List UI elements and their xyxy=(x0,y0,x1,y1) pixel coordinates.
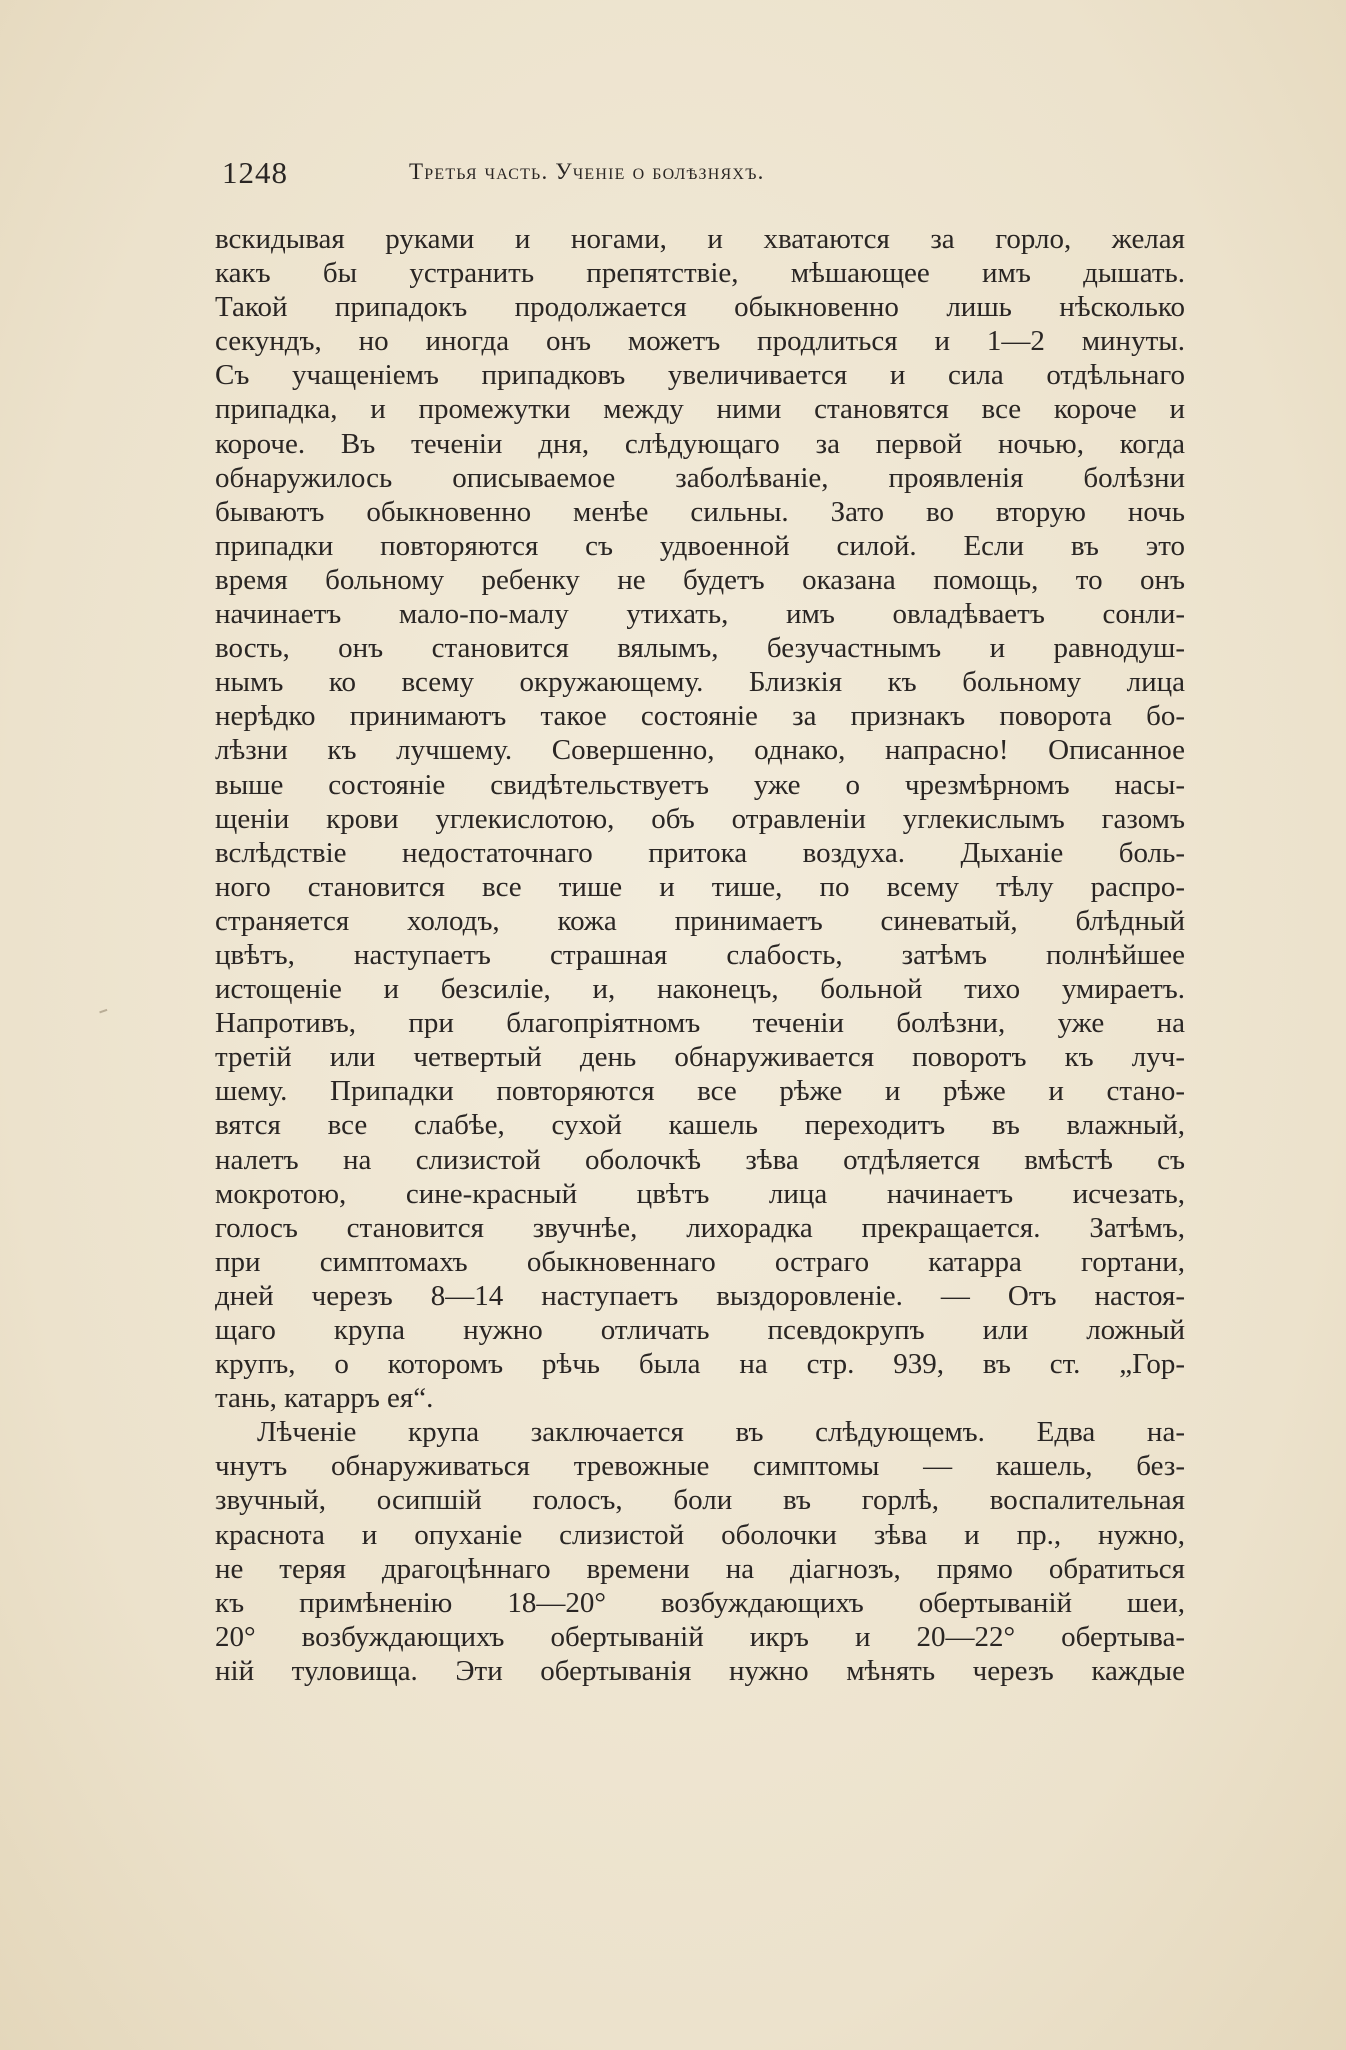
body-text xyxy=(215,222,1185,1688)
text-line: нерѣдко принимаютъ такое состояніе за признакъ поворота бо- xyxy=(215,700,1185,733)
text-line: ній туловища. Эти обертыванія нужно мѣнять черезъ каждые xyxy=(215,1654,1185,1687)
text-line: вскидывая руками и ногами, и хватаются за горло, желая xyxy=(215,223,1185,255)
text-line: дней черезъ 8—14 наступаетъ выздоровленіе. — Отъ настоя- xyxy=(215,1279,1185,1312)
text-line: выше состояніе свидѣтельствуетъ уже о чрезмѣрномъ насы- xyxy=(215,768,1185,801)
paper-blemish xyxy=(99,1009,109,1017)
text-line: щаго крупа нужно отличать псевдокрупъ или ложный xyxy=(215,1314,1185,1346)
text-line: Лѣченіе крупа заключается въ слѣдующемъ. Едва на- xyxy=(257,1416,1185,1449)
text-line: цвѣтъ, наступаетъ страшная слабость, затѣмъ полнѣйшее xyxy=(215,938,1185,971)
text-line: начинаетъ мало-по-малу утихать, имъ овладѣваетъ сонли- xyxy=(215,598,1185,631)
text-line: налетъ на слизистой оболочкѣ зѣва отдѣляется вмѣстѣ съ xyxy=(215,1143,1185,1176)
text-line: вость, онъ становится вялымъ, безучастнымъ и равнодуш- xyxy=(215,632,1185,665)
text-line: припадки повторяются съ удвоенной силой. Если въ это xyxy=(215,529,1185,562)
text-line: обнаружилось описываемое заболѣваніе, проявленія болѣзни xyxy=(215,461,1185,494)
text-line: не теряя драгоцѣннаго времени на діагнозъ, прямо обратиться xyxy=(215,1552,1185,1585)
text-line: страняется холодъ, кожа принимаетъ синеватый, блѣдный xyxy=(215,904,1185,937)
text-line: звучный, осипшій голосъ, боли въ горлѣ, воспалительная xyxy=(215,1484,1185,1517)
running-head xyxy=(222,155,1122,195)
text-line: ного становится все тише и тише, по всему тѣлу распро- xyxy=(215,870,1185,903)
text-line: время больному ребенку не будетъ оказана помощь, то онъ xyxy=(215,563,1185,596)
text-line: секундъ, но иногда онъ можетъ продлиться и 1—2 минуты. xyxy=(215,325,1185,358)
text-line: короче. Въ теченіи дня, слѣдующаго за первой ночью, когда xyxy=(215,427,1185,460)
text-line: нымъ ко всему окружающему. Близкія къ больному лица xyxy=(215,666,1185,699)
text-line: голосъ становится звучнѣе, лихорадка прекращается. Затѣмъ, xyxy=(215,1211,1185,1244)
text-line: къ примѣненію 18—20° возбуждающихъ обертываній шеи, xyxy=(215,1586,1185,1619)
text-line: третій или четвертый день обнаруживается поворотъ къ луч- xyxy=(215,1041,1185,1074)
text-line: Напротивъ, при благопріятномъ теченіи болѣзни, уже на xyxy=(215,1007,1185,1040)
text-line: вслѣдствіе недостаточнаго притока воздуха. Дыханіе боль- xyxy=(215,836,1185,869)
text-line: щеніи крови углекислотою, объ отравленіи углекислымъ газомъ xyxy=(215,802,1185,835)
text-line: Съ учащеніемъ припадковъ увеличивается и сила отдѣльнаго xyxy=(215,359,1185,392)
page-number: 1248 xyxy=(222,155,288,190)
text-line: бываютъ обыкновенно менѣе сильны. Зато во вторую ночь xyxy=(215,495,1185,528)
running-title: Третья часть. Ученіе о болѣзняхъ. xyxy=(409,159,765,184)
text-line: шему. Припадки повторяются все рѣже и рѣже и стано- xyxy=(215,1075,1185,1108)
text-line: крупъ, о которомъ рѣчь была на стр. 939, въ ст. „Гор- xyxy=(215,1348,1185,1381)
text-line: какъ бы устранить препятствіе, мѣшающее имъ дышать. xyxy=(215,257,1185,290)
text-line: истощеніе и безсиліе, и, наконецъ, больной тихо умираетъ. xyxy=(215,973,1185,1006)
text-line: тань, катарръ ея“. xyxy=(215,1382,434,1415)
text-line: чнутъ обнаруживаться тревожные симптомы — кашель, без- xyxy=(215,1450,1185,1483)
text-line: Такой припадокъ продолжается обыкновенно лишь нѣсколько xyxy=(215,291,1185,324)
text-line: мокротою, сине-красный цвѣтъ лица начинаетъ исчезать, xyxy=(215,1177,1185,1210)
text-line: 20° возбуждающихъ обертываній икръ и 20—22° обертыва- xyxy=(215,1620,1185,1653)
text-line: при симптомахъ обыкновеннаго остраго катарра гортани, xyxy=(215,1245,1185,1278)
text-line: припадка, и промежутки между ними становятся все короче и xyxy=(215,393,1185,426)
text-line: краснота и опуханіе слизистой оболочки зѣва и пр., нужно, xyxy=(215,1518,1185,1551)
text-line: лѣзни къ лучшему. Совершенно, однако, напрасно! Описанное xyxy=(215,734,1185,767)
text-line: вятся все слабѣе, сухой кашель переходитъ въ влажный, xyxy=(215,1109,1185,1142)
